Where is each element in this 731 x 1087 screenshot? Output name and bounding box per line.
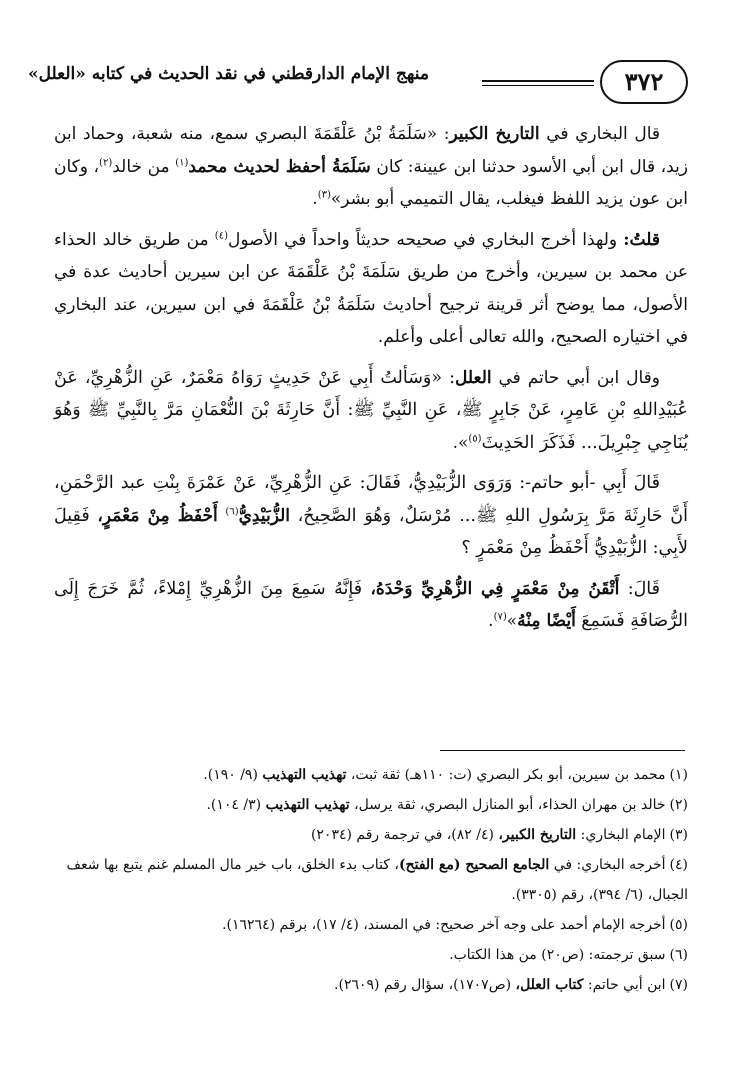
footnote-ref[interactable]: (٤)	[214, 229, 228, 241]
page-number: ٣٧٢	[600, 60, 688, 104]
text: ولهذا أخرج البخاري في صحيحه حديثاً واحداً في الأصول	[227, 229, 618, 250]
quotation: الزُّبَيْدِيُّ أَحْفَظُ مِنْ مَعْمَرٍ ؟	[461, 538, 648, 558]
footnote	[50, 850, 688, 910]
footnote-number: (٥)	[669, 917, 688, 933]
footnote-ref[interactable]: (٦)	[225, 505, 239, 517]
text: قال البخاري في	[546, 124, 661, 144]
footnote-text: سبق ترجمته: (ص٢٠) من هذا الكتاب.	[449, 947, 666, 963]
footnote-text: أخرجه البخاري: في	[553, 857, 666, 873]
quotation: قَالَ أَبِي -أبو حاتم-: وَرَوَى الزُّبَيْدِيُّ، فَقَالَ: عَنِ الزُّهْرِيِّ، عَنْ عَمْرَةَ بِنْتِ عبد الرَّحْمَنِ، أَنَّ حَارِثَةَ مَرَّ بِرَسُولِ اللهِ ﷺ... مُرْسَلٌ، وَهُوَ الصَّحِيحُ،	[54, 473, 689, 526]
book-title: العلل	[454, 367, 492, 388]
footnote-book: التاريخ الكبير،	[498, 827, 577, 843]
footnote-number: (٢)	[669, 797, 688, 813]
footnote-text: (٩/ ١٩٠).	[203, 767, 258, 783]
footnote-text: ابن أبي حاتم:	[587, 977, 666, 993]
footnote	[50, 760, 688, 790]
header-rule	[482, 80, 594, 82]
bold-text: قلتُ:	[623, 229, 661, 250]
paragraph-5	[54, 573, 688, 638]
main-text	[54, 118, 688, 646]
bold-text: سَلَمَةُ أحفظ لحديث محمد	[188, 156, 371, 177]
footnote-ref[interactable]: (٧)	[493, 611, 507, 623]
bold-text: أَيْضًا مِنْهُ	[517, 611, 576, 631]
running-title: منهج الإمام الدارقطني في نقد الحديث في كتابه «العلل»	[28, 64, 429, 84]
book-title: التاريخ الكبير	[449, 124, 540, 144]
text: ، وكان ابن عون يزيد اللفظ فيغلب، يقال التميمي أبو بشر»	[54, 156, 688, 209]
footnote-text: (٣/ ١٠٤).	[206, 797, 262, 813]
header-rule-thin	[482, 85, 594, 86]
text: وقال ابن أبي حاتم في	[498, 367, 661, 388]
footnote-ref[interactable]: (٢)	[99, 156, 113, 168]
quotation: : «وَسَألتُ أَبِي عَنْ حَدِيثٍ رَوَاهُ مَعْمَرٌ، عَنِ الزُّهْرِيِّ، عَنْ عُبَيْدِاللهِ بْنِ عَامِرٍ، عَنْ جَابِرٍ ﷺ، عَنِ النَّبِيِّ ﷺ: أَنَّ حَارِثَةَ بْنَ النُّعْمَانِ مَرَّ بِالنَّبِيِّ ﷺ وَهُوَ يُنَاجِي جِبْرِيلَ... فَذَكَرَ الحَدِيثَ	[54, 367, 688, 453]
bold-text: أَحْفَظُ مِنْ مَعْمَرٍ،	[97, 505, 218, 526]
paragraph-2	[54, 224, 688, 354]
footnotes	[50, 760, 688, 1000]
text: من خالد	[112, 156, 170, 177]
footnote-text: محمد بن سيرين، أبو بكر البصري (ت: ١١٠هـ) ثقة ثبت،	[350, 767, 666, 783]
footnote-number: (٦)	[669, 947, 688, 963]
page-header	[28, 58, 688, 104]
footnote-number: (٣)	[669, 827, 688, 843]
bold-text: الزُّبَيْدِيُّ	[238, 505, 290, 526]
text: ».	[452, 432, 469, 453]
footnote-text: ، كتاب بدء الخلق، باب خير مال المسلم غنم يتبع بها شعف الجبال، (٦/ ٣٩٤)، رقم (٣٣٠٥).	[66, 857, 688, 903]
footnote-text: (٤/ ٨٢)، في ترجمة رقم (٢٠٣٤)	[310, 827, 494, 843]
footnote-number: (٧)	[669, 977, 688, 993]
paragraph-3	[54, 362, 688, 460]
text: .	[488, 611, 494, 631]
footnote	[50, 970, 688, 1000]
footnote	[50, 910, 688, 940]
footnote-text: أخرجه الإمام أحمد على وجه آخر صحيح: في المسند، (٤/ ١٧)، برقم (١٦٢٦٤).	[222, 917, 666, 933]
footnote-number: (١)	[669, 767, 688, 783]
quotation: فَإِنَّهُ سَمِعَ مِنَ الزُّهْرِيِّ إِمْلاءً، ثُمَّ خَرَجَ إِلَى الرُّصَافَةِ فَسَمِعَ	[54, 578, 688, 631]
footnote-text: خالد بن مهران الحذاء، أبو المنازل البصري، ثقة يرسل،	[354, 797, 666, 813]
footnote-ref[interactable]: (٥)	[468, 432, 482, 444]
footnote	[50, 790, 688, 820]
text: .	[312, 189, 318, 209]
footnote-text: الإمام البخاري:	[580, 827, 666, 843]
footnote-text: (ص١٧٠٧)، سؤال رقم (٢٦٠٩).	[334, 977, 512, 993]
footnote-ref[interactable]: (١)	[175, 156, 189, 168]
quotation: فَقِيلَ لأَبِي:	[54, 505, 688, 558]
paragraph-4	[54, 467, 688, 565]
text: من طريق خالد الحذاء عن محمد بن سيرين، وأخرج من طريق سَلَمَةَ بْنُ عَلْقَمَةَ عن ابن سيرين أحاديث عدة في الأصول، مما يوضح أثر قرينة ترجيح أحاديث سَلَمَةُ بْنُ عَلْقَمَةَ في ابن سيرين، عند البخاري في اختياره الصحيح، والله تعالى أعلى وأعلم.	[54, 229, 688, 347]
footnote-ref[interactable]: (٣)	[317, 189, 331, 201]
footnote-book: كتاب العلل،	[515, 977, 584, 993]
footnote-book: تهذيب التهذيب	[265, 797, 350, 813]
footnote-number: (٤)	[669, 857, 688, 873]
paragraph-1	[54, 118, 688, 216]
footnote-book: الجامع الصحيح (مع الفتح)	[398, 857, 550, 873]
footnote	[50, 940, 688, 970]
quotation: قَالَ:	[627, 578, 660, 599]
footnote-separator	[440, 750, 685, 751]
footnote	[50, 820, 688, 850]
footnote-book: تهذيب التهذيب	[262, 767, 347, 783]
bold-text: أَتْقَنُ مِنْ مَعْمَرٍ فِي الزُّهْرِيِّ وَحْدَهُ،	[370, 578, 620, 599]
text: »	[506, 611, 518, 631]
text: : «سَلَمَةُ بْنُ عَلْقَمَةَ البصري سمع، منه شعبة، وحماد ابن زيد، قال ابن أبي الأسود حدثنا ابن عيينة: كان	[54, 124, 689, 177]
